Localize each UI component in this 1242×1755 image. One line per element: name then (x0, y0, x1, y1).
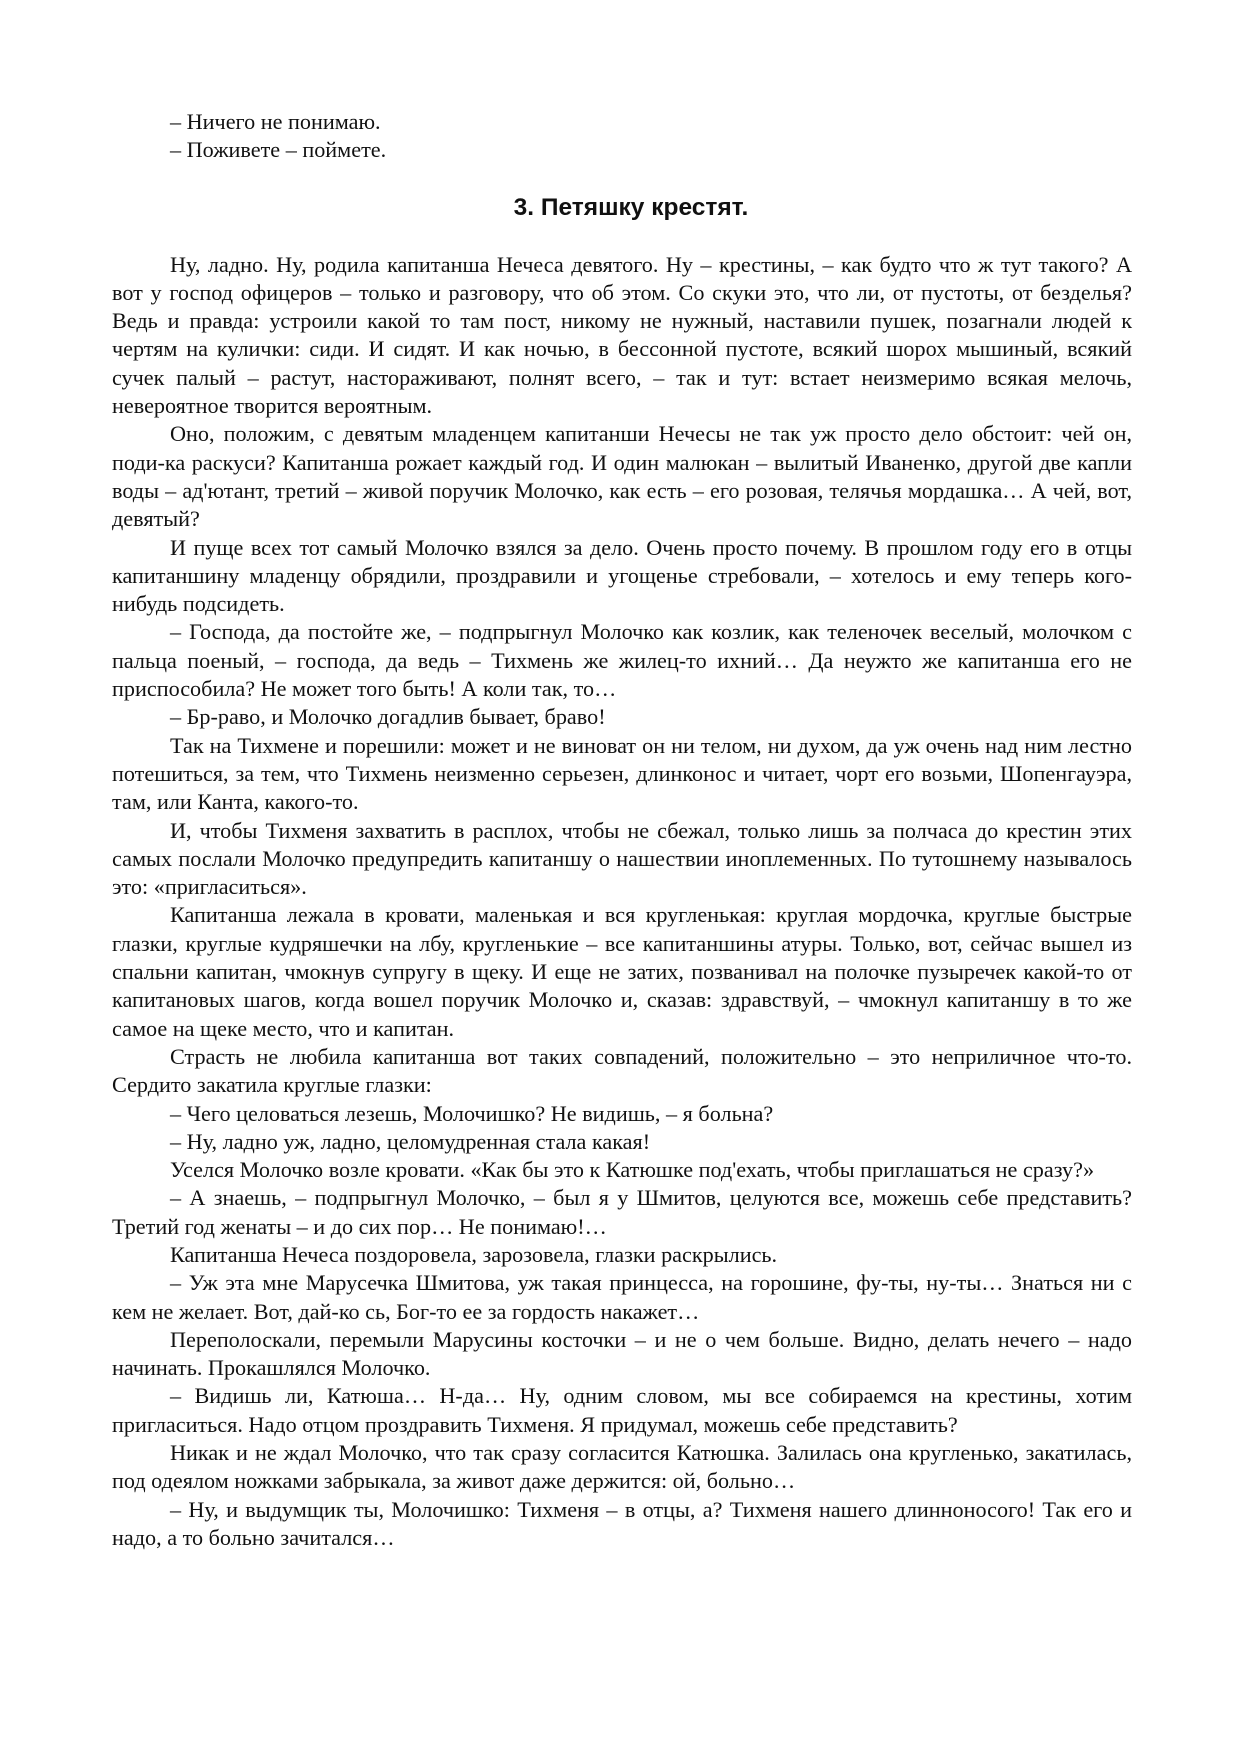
paragraph: Капитанша Нечеса поздоровела, зарозовела, глазки раскрылись. (170, 1241, 778, 1267)
text-block (112, 108, 1132, 1552)
paragraph: Уселся Молочко возле кровати. «Как бы это к Катюшке под'ехать, чтобы приглашаться не сразу?» (170, 1157, 1095, 1183)
paragraph: Никак и не ждал Молочко, что так сразу согласится Катюшка. Залилась она кругленько, закатилась, под одеялом ножками забрыкала, за живот даже держится: ой, больно… (112, 1440, 1132, 1494)
paragraph: – Господа, да постойте же, – подпрыгнул Молочко как козлик, как теленочек веселый, молочком с пальца поеный, – господа, да ведь – Тихмень же жилец-то ихний… Да неужто же капитанша его не приспособила? Не может того быть! А коли так, то… (112, 619, 1132, 702)
paragraph: Оно, положим, с девятым младенцем капитанши Нечесы не так уж просто дело обстоит: чей он, поди-ка раскуси? Капитанша рожает каждый год. И один малюкан – вылитый Иваненко, другой две капли воды – ад'ютант, третий – живой поручик Молочко, как есть – его розовая, телячья мордашка… А чей, вот, девятый? (112, 421, 1132, 532)
paragraph: И, чтобы Тихменя захватить в расплох, чтобы не сбежал, только лишь за полчаса до крестин этих самых послали Молочко предупредить капитаншу о нашествии иноплеменных. По тутошнему называлось это: «пригласиться». (112, 817, 1132, 900)
paragraph: – Видишь ли, Катюша… Н-да… Ну, одним словом, мы все собираемся на крестины, хотим пригласиться. Надо отцом проздравить Тихменя. Я придумал, можешь себе представить? (112, 1383, 1132, 1437)
dialog-line: – Ничего не понимаю. (170, 109, 381, 134)
paragraph: Страсть не любила капитанша вот таких совпадений, положительно – это неприличное что-то. Сердито закатила круглые глазки: (112, 1043, 1132, 1098)
paragraph: Ну, ладно. Ну, родила капитанша Нечеса девятого. Ну – крестины, – как будто что ж тут такого? А вот у господ офицеров – только и разговору, что об этом. Со скуки это, что ли, от пустоты, от безделья? Ведь и правда: устроили какой то там пост, никому не нужный, наставили пушек, позагнали людей к чертям на кулички: сиди. И сидят. И как ночью, в бессонной пустоте, всякий шорох мышиный, всякий сучек палый – растут, настораживают, полнят всего, – так и тут: встает неизмеримо всякая мелочь, невероятное творится вероятным. (112, 251, 1132, 419)
paragraph: Так на Тихмене и порешили: может и не виноват он ни телом, ни духом, да уж очень над ним лестно потешиться, за тем, что Тихмень неизменно серьезен, длинконос и читает, чорт его возьми, Шопенгауэра, там, или Канта, какого-то. (112, 732, 1132, 815)
chapter-title: 3. Петяшку крестят. (513, 193, 749, 221)
paragraph: Переполоскали, перемыли Марусины косточки – и не о чем больше. Видно, делать нечего – надо начинать. Прокашлялся Молочко. (112, 1326, 1132, 1381)
paragraph: Капитанша лежала в кровати, маленькая и вся кругленькая: круглая мордочка, круглые быстрые глазки, круглые кудряшечки на лбу, кругленькие – все капитаншины атуры. Только, вот, сейчас вышел из спальни капитан, чмокнув супругу в щеку. И еще не затих, позванивал на полочке пузыречек какой-то от капитановых шагов, когда вошел поручик Молочко и, сказав: здравствуй, – чмокнул капитаншу в то же самое на щеке место, что и капитан. (112, 902, 1132, 1041)
paragraph: И пуще всех тот самый Молочко взялся за дело. Очень просто почему. В прошлом году его в отцы капитаншину младенцу обрядили, проздравили и угощенье стребовали, – хотелось и ему теперь кого-нибудь подсидеть. (112, 534, 1132, 617)
paragraph: – А знаешь, – подпрыгнул Молочко, – был я у Шмитов, целуются все, можешь себе представить? Третий год женаты – и до сих пор… Не понимаю!… (112, 1185, 1132, 1239)
paragraph: – Ну, и выдумщик ты, Молочишко: Тихменя – в отцы, а? Тихменя нашего длинноносого! Так его и надо, а то больно зачитался… (112, 1496, 1132, 1550)
paragraph: – Бр-раво, и Молочко догадлив бывает, браво! (170, 704, 606, 730)
paragraph: – Ну, ладно уж, ладно, целомудренная стала какая! (170, 1128, 651, 1154)
paragraph: – Уж эта мне Марусечка Шмитова, уж такая принцесса, на горошине, фу-ты, ну-ты… Знаться ни с кем не желает. Вот, дай-ко сь, Бог-то ее за гордость накажет… (112, 1270, 1132, 1324)
dialog-line: – Поживете – поймете. (170, 137, 387, 163)
paragraph: – Чего целоваться лезешь, Молочишко? Не видишь, – я больна? (170, 1100, 774, 1126)
